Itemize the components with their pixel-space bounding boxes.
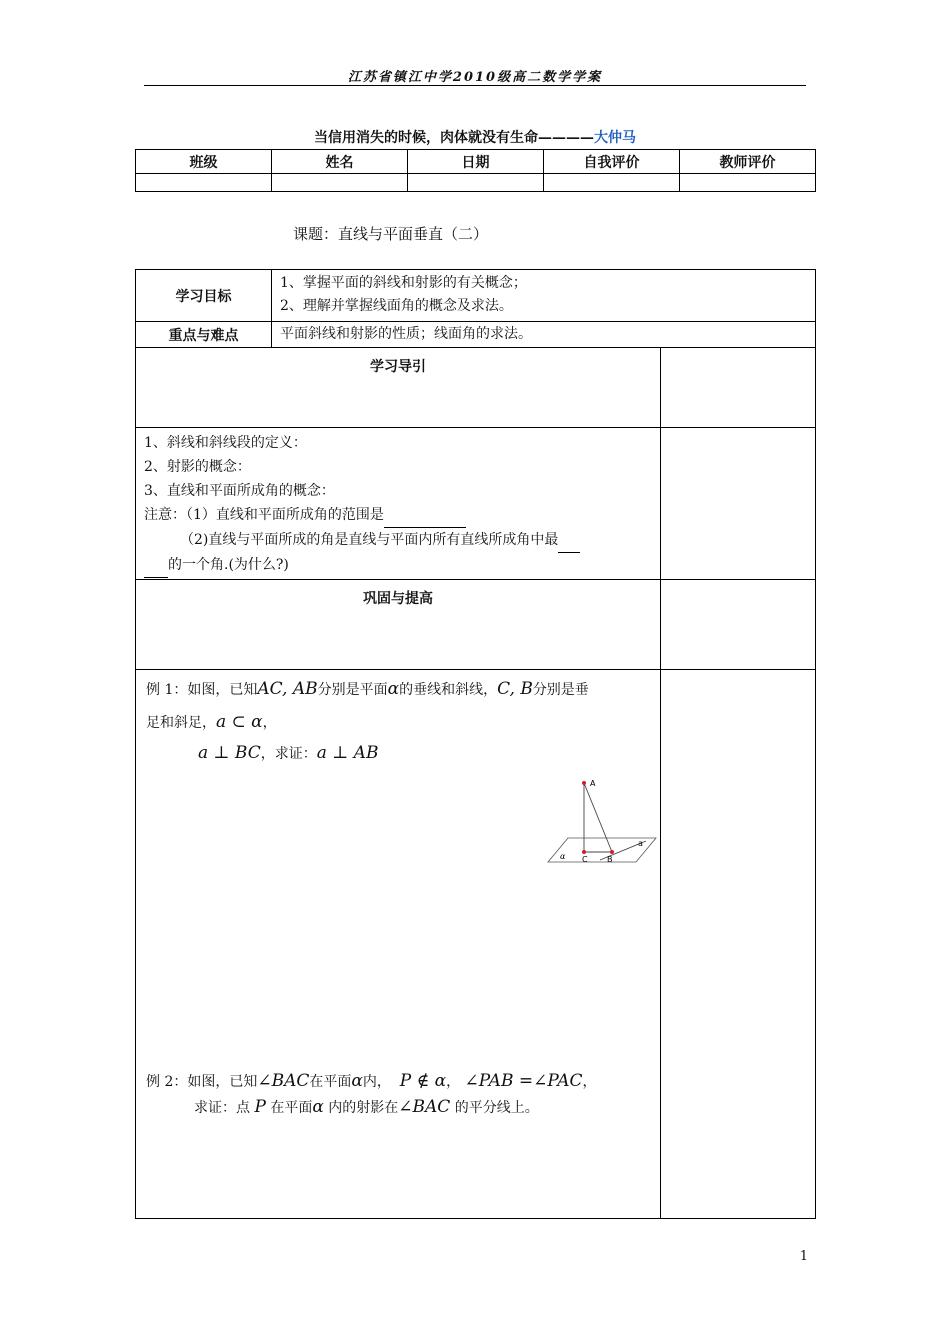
label-line-a: a [638,839,643,848]
answer-blank[interactable] [144,553,168,578]
objectives-label: 学习目标 [136,270,272,322]
example1-figure [546,780,658,872]
math-a-subset-alpha: a ⊂ α [216,712,263,732]
header-name: 姓名 [272,150,408,174]
math-ac-ab: AC, AB [257,679,318,699]
header-class: 班级 [136,150,272,174]
math-p: P [254,1097,266,1117]
guide-item: 2、射影的概念： [144,459,251,475]
notes-column-cell [661,580,816,670]
oblique-ab [584,783,612,852]
student-info-table [135,149,816,192]
answer-blank[interactable] [558,528,580,553]
guide-note-min-angle: （2)直线与平面所成的角是直线与平面内所有直线所成角中最 [136,528,660,553]
key-points-content: 平面斜线和射影的性质；线面角的求法。 [272,322,816,348]
label-alpha: α [560,852,566,861]
example2-prove: 求证：点 P 在平面α 内的射影在∠BAC 的平分线上。 [194,1097,539,1117]
math-c-b: C, B [497,679,533,699]
page-number: 1 [799,1249,808,1264]
answer-blank[interactable] [384,503,466,528]
class-field[interactable] [136,174,272,192]
math-a-perp-bc: a ⊥ BC [198,743,261,763]
consolidate-title: 巩固与提高 [136,580,661,670]
label-c-point: C [582,855,588,864]
motto-author: 大仲马 [594,130,636,146]
teacher-eval-field[interactable] [680,174,816,192]
header-date: 日期 [408,150,544,174]
guide-title: 学习导引 [136,348,661,428]
math-a-perp-ab: a ⊥ AB [316,743,379,763]
header-divider [144,85,806,86]
math-alpha: α [387,679,400,699]
example1-statement: 例 1：如图，已知AC, AB分别是平面α的垂线和斜线，C, B分别是垂 [146,679,589,699]
guide-item: 3、直线和平面所成角的概念： [144,483,335,499]
math-p-notin-alpha: P ∉ α [399,1071,447,1091]
lesson-title: 课题：直线与平面垂直（二） [293,225,489,243]
study-plan-table [135,269,816,1219]
guide-item: 1、斜线和斜线段的定义： [144,435,307,451]
motto [0,127,950,147]
guide-note-range: 注意：（1）直线和平面所成角的范围是 [136,503,660,528]
point-c [582,850,586,854]
math-angle-equal: ∠PAB =∠PAC [464,1071,583,1091]
key-points-label: 重点与难点 [136,322,272,348]
notes-column-cell [661,348,816,428]
math-angle-bac: ∠BAC [257,1071,310,1091]
point-a [582,781,586,785]
guide-note-why: 的一个角.(为什么?) [136,553,660,578]
math-alpha: α [312,1097,324,1117]
point-b [610,850,614,854]
notes-column-cell [661,428,816,580]
guide-content [136,428,661,580]
label-b-point: B [607,855,613,864]
header-self-eval: 自我评价 [544,150,680,174]
notes-column-cell [661,670,816,1219]
example1-statement-line2: 足和斜足，a ⊂ α， [146,712,277,732]
self-eval-field[interactable] [544,174,680,192]
page-header-title: 江苏省镇江中学2010级高二数学学案 [347,70,603,85]
math-angle-bac: ∠BAC [398,1097,451,1117]
objectives-content [272,270,816,322]
label-a-point: A [590,780,596,788]
date-field[interactable] [408,174,544,192]
examples-cell [136,670,661,1219]
math-alpha: α [351,1071,363,1091]
objective-item: 1、掌握平面的斜线和射影的有关概念； [280,275,527,291]
example1-prove: a ⊥ BC，求证：a ⊥ AB [198,743,379,763]
name-field[interactable] [272,174,408,192]
motto-text: 当信用消失的时候，肉体就没有生命———— [314,130,594,146]
header-teacher-eval: 教师评价 [680,150,816,174]
objective-item: 2、理解并掌握线面角的概念及求法。 [280,298,513,314]
example2-statement: 例 2：如图，已知∠BAC在平面α内， P ∉ α， ∠PAB =∠PAC， [146,1071,597,1091]
